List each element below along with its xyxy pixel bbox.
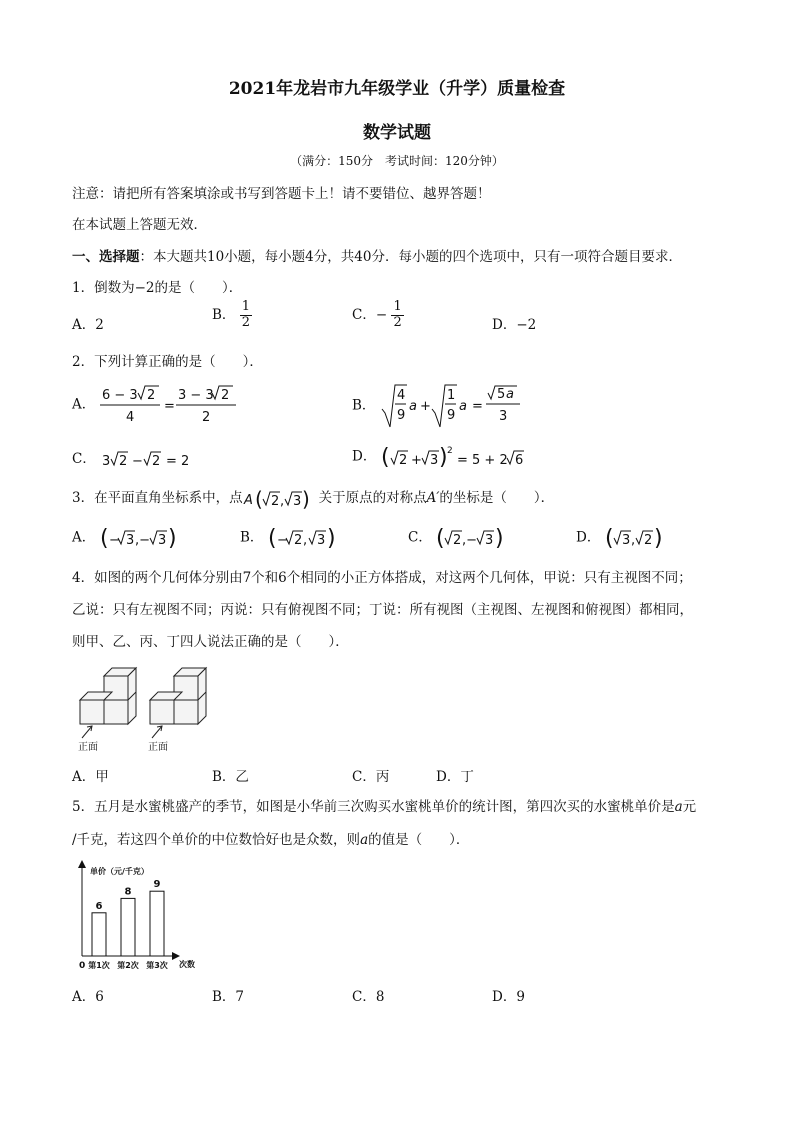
svg-text:A: A [243, 492, 253, 508]
svg-text:): ) [167, 526, 177, 551]
q2-option-c [72, 447, 220, 471]
svg-text:6: 6 [514, 453, 523, 468]
bar-value-label: 9 [153, 879, 161, 891]
section-text: ：本大题共10小题，每小题4分，共40分．每小题的四个选项中，只有一项符合题目要求． [139, 249, 682, 265]
svg-text:−: − [108, 533, 120, 548]
svg-text:(: ( [380, 445, 390, 470]
svg-text:3 − 3: 3 − 3 [177, 388, 214, 403]
q3-option-b-formula [268, 525, 344, 551]
note-line-1: 注意：请把所有答案填涂或书写到答题卡上！请不要错位、越界答题！ [72, 186, 491, 202]
svg-text:2: 2 [201, 410, 210, 425]
q1-option-a: A．2 [72, 317, 104, 333]
svg-text:= 5 + 2: = 5 + 2 [456, 453, 508, 468]
fraction [391, 300, 403, 331]
page-subtitle: 数学试题 [363, 123, 431, 143]
fraction-numerator: 1 [241, 299, 250, 314]
category-label: 第2次 [117, 961, 139, 970]
svg-text:,: , [302, 533, 307, 548]
svg-text:9: 9 [396, 408, 405, 423]
q3-option-d-formula [605, 525, 671, 551]
q5-option-d: D．9 [492, 989, 525, 1005]
bar-value-label: 8 [124, 886, 132, 898]
origin-label: 0 [79, 961, 86, 971]
y-axis-label: 单价（元/千克） [90, 867, 149, 876]
svg-text:3: 3 [125, 533, 134, 548]
q2-option-a-formula [100, 383, 240, 427]
q2-option-a [72, 383, 240, 427]
svg-text:2: 2 [220, 388, 229, 403]
svg-text:2: 2 [446, 446, 453, 456]
q2-option-b-formula [380, 383, 540, 429]
svg-text:): ) [438, 445, 448, 470]
svg-text:= 2: = 2 [166, 453, 190, 469]
q3-option-d [576, 525, 671, 551]
q3-stem-pre: 3．在平面直角坐标系中，点 [72, 490, 243, 506]
q4-option-d: D．丁 [436, 769, 474, 785]
bar-2 [121, 898, 135, 956]
q5-line-1-pre: 5．五月是水蜜桃盛产的季节，如图是小华前三次购买水蜜桃单价的统计图，第四次买的水蜜桃单价是 [72, 799, 675, 815]
q5-line-1-post: 元 [682, 799, 697, 815]
svg-text:2: 2 [119, 453, 128, 469]
svg-text:(: ( [99, 526, 109, 551]
q2-option-c-formula [100, 449, 220, 471]
q1-stem: 1．倒数为−2的是（ ）． [72, 280, 243, 296]
bar-1 [92, 913, 106, 956]
svg-text:1: 1 [446, 388, 455, 403]
svg-text:=: = [471, 399, 483, 414]
svg-text:,−: ,− [462, 533, 478, 548]
q3-option-c [408, 525, 512, 551]
q2-option-b [352, 383, 540, 429]
svg-text:2: 2 [152, 453, 161, 469]
svg-text:4: 4 [396, 388, 405, 403]
q2-option-d [352, 443, 541, 471]
svg-text:+: + [419, 399, 431, 414]
svg-text:6 − 3: 6 − 3 [101, 388, 138, 403]
svg-text:3: 3 [621, 533, 630, 548]
svg-text:2: 2 [270, 493, 279, 509]
svg-text:,: , [279, 493, 284, 509]
q4-line-3: 则甲、乙、丙、丁四人说法正确的是（ ）． [72, 634, 349, 650]
q3-option-d-prefix: D． [576, 529, 601, 546]
svg-text:2: 2 [453, 533, 462, 548]
svg-text:2: 2 [643, 533, 652, 548]
unit-price-bar-chart [72, 858, 212, 973]
exam-info: （满分：150分 考试时间：120分钟） [290, 154, 504, 168]
q5-option-b: B．7 [212, 989, 245, 1005]
svg-text:3: 3 [485, 533, 494, 548]
q1-option-b-prefix: B． [212, 306, 236, 323]
category-label: 第1次 [88, 961, 110, 970]
svg-text:9: 9 [446, 408, 455, 423]
svg-text:−: − [132, 453, 144, 469]
q5-line-1 [72, 795, 696, 815]
q5-line-2-pre: /千克，若这四个单价的中位数恰好也是众数，则 [72, 832, 361, 848]
svg-text:(: ( [604, 526, 614, 551]
svg-text:a: a [505, 387, 514, 402]
svg-text:): ) [495, 526, 504, 551]
svg-text:2: 2 [146, 388, 155, 403]
svg-text:=: = [163, 399, 175, 414]
note-line-2: 在本试题上答题无效． [72, 217, 207, 233]
svg-text:): ) [301, 486, 310, 511]
q4-line-2: 乙说：只有左视图不同；丙说：只有俯视图不同；丁说：所有视图（主视图、左视图和俯视图）都相同， [72, 602, 693, 618]
q4-option-b: B．乙 [212, 769, 249, 785]
q2-option-d-formula [381, 443, 541, 471]
q5-line-2-var: a [360, 832, 369, 848]
svg-text:): ) [326, 526, 336, 551]
q1-option-c [352, 300, 404, 331]
q3-option-b-prefix: B． [240, 529, 264, 546]
q3-stem-end: 的坐标是（ ）． [439, 490, 555, 506]
svg-text:a: a [408, 399, 417, 414]
q5-line-1-var: a [674, 799, 683, 815]
fraction-denominator: 2 [241, 314, 250, 330]
q3-option-b [240, 525, 344, 551]
bar-3 [150, 891, 164, 956]
q4-line-1: 4．如图的两个几何体分别由7个和6个相同的小正方体搭成，对这两个几何体，甲说：只有主视图不同； [72, 570, 692, 586]
fraction-denominator: 2 [393, 314, 402, 330]
bar-value-label: 6 [95, 900, 103, 912]
svg-text:a: a [458, 399, 467, 414]
section-label: 一、选择题 [72, 249, 140, 265]
q3-option-a [72, 525, 182, 551]
svg-text:3: 3 [292, 493, 301, 509]
svg-text:3: 3 [316, 533, 325, 548]
front-label-1: 正面 [78, 742, 98, 753]
svg-text:2: 2 [398, 453, 407, 468]
svg-text:): ) [653, 526, 663, 551]
svg-text:3: 3 [157, 533, 166, 548]
svg-text:,: , [630, 533, 635, 548]
q2-option-a-prefix: A． [72, 396, 96, 413]
q1-option-d: D．−2 [492, 317, 537, 333]
cube-figures [74, 660, 219, 755]
q3-option-c-prefix: C． [408, 529, 432, 546]
q1-option-c-prefix: C．− [352, 306, 388, 323]
q5-line-2-post: 的值是（ ）． [368, 832, 470, 848]
q2-option-d-prefix: D． [352, 448, 377, 465]
svg-text:(: ( [254, 486, 263, 511]
point-a-coordinates [243, 487, 319, 511]
svg-text:3: 3 [429, 453, 438, 468]
x-axis-arrow [172, 952, 180, 960]
point-a-prime: A′ [426, 490, 440, 506]
category-label: 第3次 [146, 961, 168, 970]
svg-text:2: 2 [293, 533, 302, 548]
svg-text:(: ( [267, 526, 277, 551]
q2-option-b-prefix: B． [352, 397, 376, 414]
q5-line-2 [72, 828, 469, 848]
svg-text:(: ( [436, 526, 445, 551]
page-title: 2021年龙岩市九年级学业（升学）质量检查 [228, 79, 566, 99]
section-header [72, 245, 682, 265]
svg-text:4: 4 [125, 410, 134, 425]
y-axis-arrow [78, 860, 86, 868]
q3-stem [72, 486, 554, 511]
q3-option-a-prefix: A． [72, 529, 96, 546]
x-axis-label: 次数 [179, 960, 195, 969]
q2-option-c-prefix: C． [72, 451, 96, 467]
svg-text:−: − [276, 533, 288, 548]
front-label-2: 正面 [148, 742, 168, 753]
q3-option-a-formula [100, 525, 182, 551]
fraction [240, 300, 252, 331]
svg-text:3: 3 [102, 453, 111, 469]
fraction-numerator: 1 [393, 299, 402, 314]
q4-option-a: A．甲 [72, 769, 109, 785]
q3-stem-post: 关于原点的对称点 [318, 490, 427, 506]
svg-text:+: + [410, 453, 422, 468]
q2-stem: 2．下列计算正确的是（ ）． [72, 354, 263, 370]
q5-option-c: C．8 [352, 989, 385, 1005]
q5-option-a: A．6 [72, 989, 104, 1005]
q1-option-b [212, 300, 252, 331]
q3-option-c-formula [436, 525, 512, 551]
q4-option-c: C．丙 [352, 769, 390, 785]
svg-text:,−: ,− [134, 533, 150, 548]
svg-text:3: 3 [498, 409, 507, 424]
svg-text:5: 5 [496, 387, 505, 402]
